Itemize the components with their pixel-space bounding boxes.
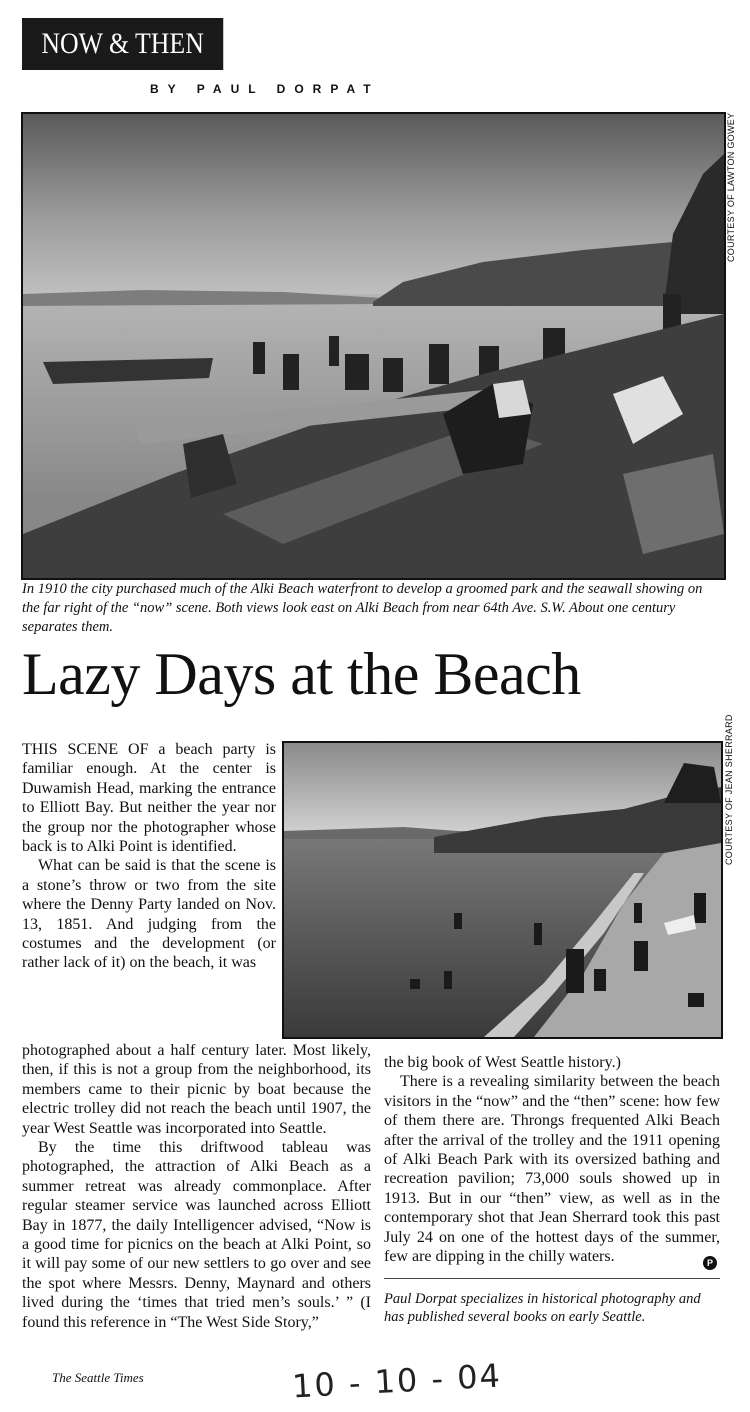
now-photo-credit: COURTESY OF JEAN SHERRARD	[724, 714, 734, 865]
bio-divider	[384, 1278, 720, 1279]
lead-in: THIS SCENE OF	[22, 741, 149, 758]
article-column-left-top	[22, 740, 276, 973]
publication-name: The Seattle Times	[52, 1370, 144, 1385]
paragraph-4: There is a revealing similarity between the beach visitors in the “now” and the “then” scene: how few of them there are. Throngs frequented Alki Beach after the arrival of the trolley and the 1911 opening of Alki Beach Park with its oversized bathing and recreation pavilion; 73,000 souls showed up in 1913. But in our “then” view, as well as in the contemporary shot that Jean Sherrard took this past July 24 on one of the hottest days of the summer, few are dipping in the chilly waters.	[384, 1073, 720, 1266]
article-headline: Lazy Days at the Beach	[22, 641, 581, 707]
paragraph-1-text: a beach party is familiar enough. At the center is Duwamish Head, marking the entrance to Elliott Bay. But neither the year nor the group nor the photographer whose back is to Alki Point is identified.	[22, 741, 276, 856]
end-mark-icon: P	[703, 1256, 717, 1270]
article-column-left-bottom	[22, 1041, 371, 1332]
author-bio: Paul Dorpat specializes in historical photography and has published several books on early Seattle.	[384, 1291, 701, 1325]
paragraph-3: By the time this driftwood tableau was photographed, the attraction of Alki Beach as a summer retreat was already commonplace. After regular steamer service was launched across Elliott Bay in 1877, the daily Intelligencer advised, “Now is a good time for picnics on the beach at Alki Point, so it will pay some of our new settlers to go over and see the spot where Messrs. Denny, Maynard and others lived during the ‘times that tried men’s souls.’ ” (I found this reference in “The West Side Story,”	[22, 1139, 371, 1331]
paragraph-2-start: What can be said is that the scene is a stone’s throw or two from the site where the Denny Party landed on Nov. 13, 1851. And judging from the costumes and the development (or rather lack of it) on the beach, it was	[22, 857, 276, 972]
photo-caption: In 1910 the city purchased much of the Alki Beach waterfront to develop a groomed park and the seawall showing on the far right of the “now” scene. Both views look east on Alki Beach from near 64th Ave. S.W. About one century separates them.	[22, 581, 703, 635]
paragraph-3-cont: the big book of West Seattle history.)	[384, 1054, 621, 1071]
then-photo	[21, 112, 726, 580]
paragraph-2-cont: photographed about a half century later. Most likely, then, if this is not a group from the neighborhood, its members came to their picnic by boat because the electric trolley did not reach the beach until 1907, the year West Seattle was incorporated into Seattle.	[22, 1042, 371, 1137]
article-column-right	[384, 1053, 720, 1266]
now-photo	[282, 741, 723, 1039]
byline: BY PAUL DORPAT	[150, 82, 380, 96]
column-kicker: NOW & THEN	[22, 18, 223, 70]
handwritten-date: 10 - 10 - 04	[291, 1356, 503, 1406]
paragraph-1	[22, 740, 276, 856]
then-photo-credit: COURTESY OF LAWTON GOWEY	[726, 112, 736, 262]
